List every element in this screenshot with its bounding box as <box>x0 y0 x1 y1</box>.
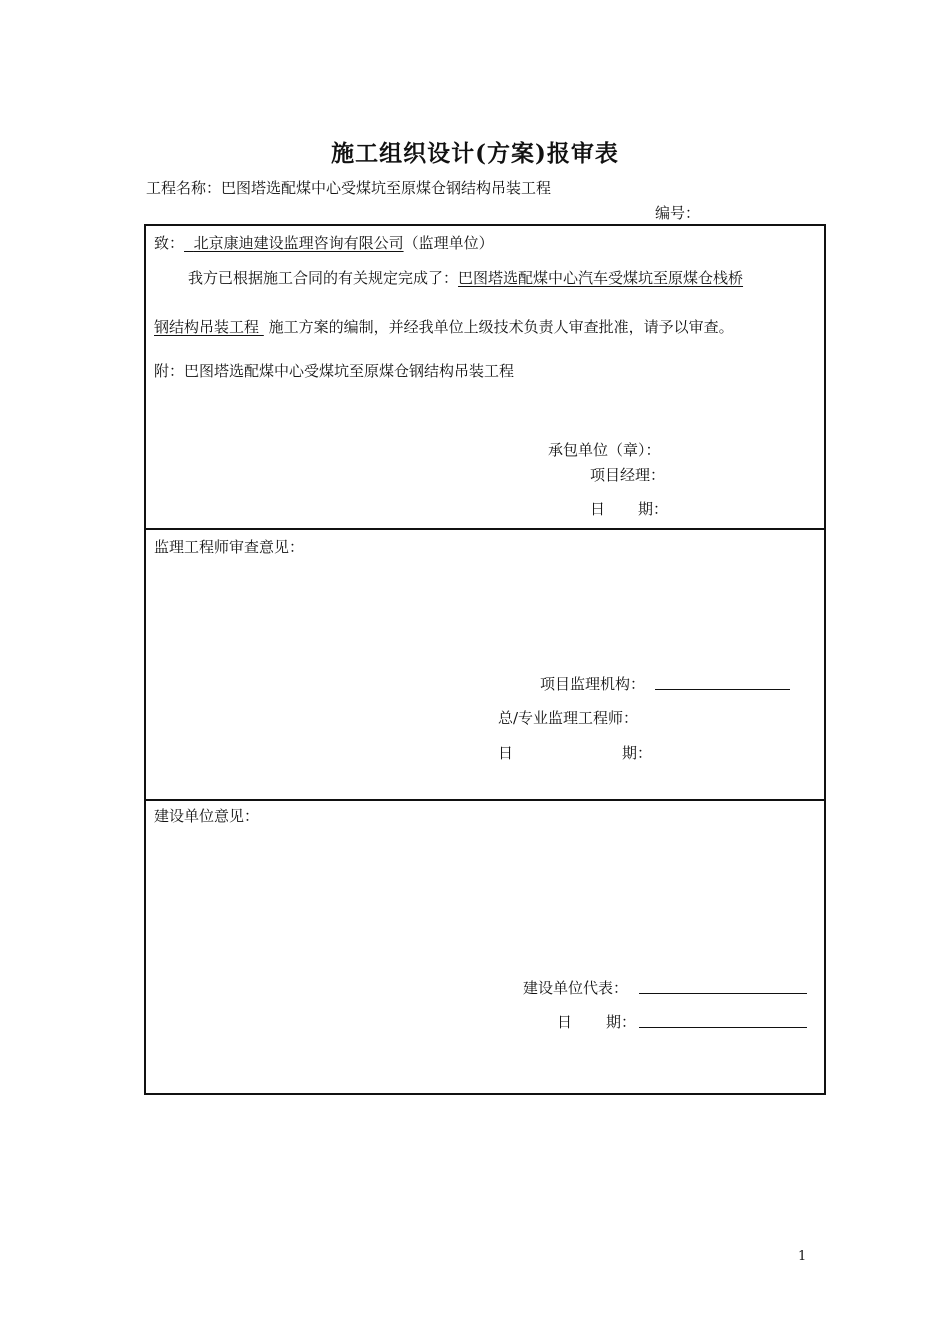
owner-rep-blank <box>639 993 807 994</box>
addressee-label: 致： <box>154 234 185 252</box>
supervision-org-label: 项目监理机构： <box>540 675 646 693</box>
approval-form-table <box>144 224 826 1095</box>
section-divider-1 <box>146 528 824 530</box>
supervisor-review-heading: 监理工程师审查意见： <box>154 538 305 556</box>
section-divider-2 <box>146 799 824 801</box>
project-title-part2: 钢结构吊装工程 <box>154 318 260 336</box>
project-title-part1: 巴图塔选配煤中心汽车受煤坑至原煤仓栈桥 <box>458 269 744 287</box>
date-label-a-1: 日 <box>590 500 606 518</box>
submission-body-line1 <box>188 268 743 288</box>
addressee-line <box>154 233 494 253</box>
attachment-line: 附：巴图塔选配煤中心受煤坑至原煤仓钢结构吊装工程 <box>154 362 515 380</box>
document-title: 施工组织设计(方案)报审表 <box>331 140 619 167</box>
owner-rep-label: 建设单位代表： <box>523 979 629 997</box>
submission-body-line2 <box>154 317 734 337</box>
supervision-company: 北京康迪建设监理咨询有限公司 <box>193 234 404 252</box>
date-label-b-3: 期： <box>606 1013 637 1031</box>
addressee-suffix: （监理单位） <box>403 234 494 252</box>
project-name-line: 工程名称：巴图塔选配煤中心受煤坑至原煤仓钢结构吊装工程 <box>146 179 552 197</box>
owner-date-blank <box>639 1027 807 1028</box>
owner-opinion-heading: 建设单位意见： <box>154 807 260 825</box>
chief-engineer-label: 总/专业监理工程师： <box>498 709 639 727</box>
submission-suffix: 施工方案的编制，并经我单位上级技术负责人审查批准，请予以审查。 <box>268 318 734 336</box>
supervision-org-blank <box>655 689 790 690</box>
number-label: 编号： <box>655 204 701 222</box>
contractor-label: 承包单位（章）： <box>548 441 661 459</box>
date-label-b-2: 期： <box>622 744 653 762</box>
page-number: 1 <box>798 1249 807 1264</box>
date-label-b-1: 期： <box>638 500 669 518</box>
submission-prefix: 我方已根据施工合同的有关规定完成了： <box>188 269 459 287</box>
date-label-a-3: 日 <box>557 1013 573 1031</box>
project-manager-label: 项目经理： <box>590 466 666 484</box>
date-label-a-2: 日 <box>498 744 514 762</box>
